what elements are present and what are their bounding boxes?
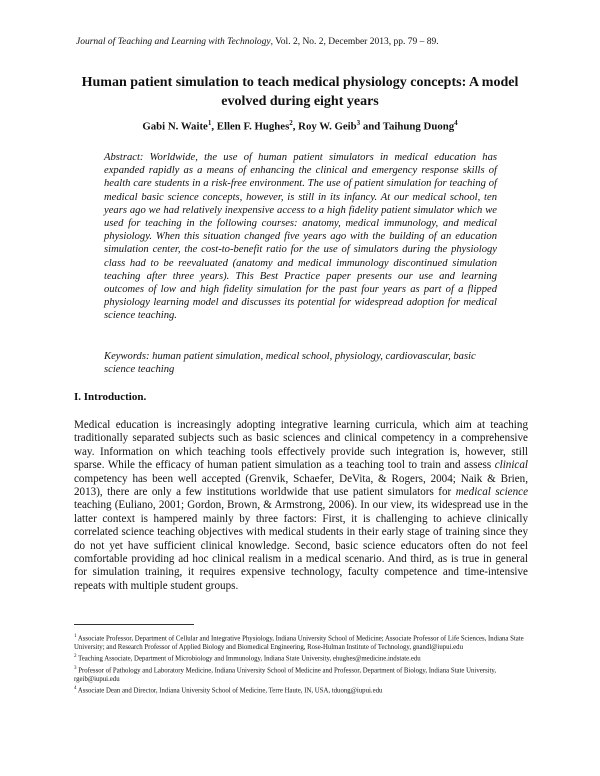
author-affiliation-marker: 4 xyxy=(454,119,458,127)
paper-title: Human patient simulation to teach medical physiology concepts: A model evolved during eight years xyxy=(81,75,519,109)
footnotes xyxy=(74,632,530,695)
footnote xyxy=(74,684,530,695)
section-heading: I. Introduction. xyxy=(74,391,147,403)
author-name: Taihung Duong xyxy=(382,120,455,133)
running-header xyxy=(76,37,439,47)
body-text-run: competency has been well accepted (Grenvik, Schaefer, DeVita, & Rogers, 2004; Naik & Brien, 2013), there are only a few institutions worldwide that use patient simulators for xyxy=(74,472,528,499)
keywords: Keywords: human patient simulation, medical school, physiology, cardiovascular, basic science teaching xyxy=(104,351,476,376)
author-name: Roy W. Geib xyxy=(298,120,357,133)
author-separator: and xyxy=(360,120,383,133)
author-affiliation-marker: 3 xyxy=(356,119,361,127)
author-list xyxy=(60,119,540,133)
journal-name: Journal of Teaching and Learning with Technology xyxy=(76,37,271,47)
footnote-number: 3 xyxy=(74,665,77,671)
abstract: Abstract: Worldwide, the use of human patient simulators in medical education has expanded rapidly as a means of enhancing the clinical and emergency response skills of health care students in a risk-free environment. The use of patient simulation for teaching of medical basic science concepts, however, is still in its infancy. At our medical school, ten years ago we had relatively inexpensive access to a high fidelity patient simulator which we used for teaching in the following courses: anatomy, medical immunology, and medical physiology. When this situation changed five years ago with the building of an education simulation center, the cost-to-benefit ratio for the use of simulators during the physiology class had to be reevaluated (anatomy and medical immunology discontinued simulation teaching after three years). This Best Practice paper presents our use and learning outcomes of low and high fidelity simulation for the past four years as part of a flipped physiology learning model and discusses its potential for widespread adoption for medical science teaching. xyxy=(104,152,497,322)
footnote-text: Teaching Associate, Department of Microbiology and Immunology, Indiana State University, ehughes@medicine.indstate.edu xyxy=(76,655,421,663)
footnote xyxy=(74,664,530,684)
author-name: Gabi N. Waite xyxy=(142,120,208,133)
author-separator: , xyxy=(292,120,299,133)
footnote-text: Professor of Pathology and Laboratory Medicine, Indiana University School of Medicine and Professor, Department of Biology, Indiana State University, rgeib@iupui.edu xyxy=(74,666,497,683)
introduction-paragraph xyxy=(74,419,528,593)
footnote-number: 1 xyxy=(74,634,77,639)
footnote xyxy=(74,632,530,652)
body-text-run: Medical education is increasingly adopting integrative learning curricula, which aim at teaching traditionally separated subjects such as basic sciences and clinical competency in a comprehensive way. Information on which teaching tools effectively provide such integration is, however, still sparse. While the efficacy of human patient simulation as a teaching tool to train and assess xyxy=(74,419,528,472)
author-name: Ellen F. Hughes xyxy=(216,120,290,133)
footnote-divider xyxy=(74,624,194,625)
footnote-text: Associate Dean and Director, Indiana University School of Medicine, Terre Haute, IN, USA, tduong@iupui.edu xyxy=(76,687,383,695)
citation: , Vol. 2, No. 2, December 2013, pp. 79 – 89. xyxy=(270,37,439,47)
footnote xyxy=(74,652,530,663)
author-separator: , xyxy=(211,120,217,133)
footnote-number: 4 xyxy=(74,685,77,691)
footnote-number: 2 xyxy=(74,654,77,660)
author-affiliation-marker: 2 xyxy=(289,119,293,127)
emphasis: medical science xyxy=(455,486,528,499)
emphasis: clinical xyxy=(494,459,528,472)
author-affiliation-marker: 1 xyxy=(207,119,212,127)
body-text-run: teaching (Euliano, 2001; Gordon, Brown, & Armstrong, 2006). In our view, its widespread use in the latter context is hampered mainly by three factors: First, it is challenging to achieve clinically correlated science teaching objectives with medical students in their early stage of training since they do not yet have sufficient clinical knowledge. Second, basic science educators often do not feel comfortable providing ad hoc clinical realism in a medical scenario. And third, as is true in general for simulation training, it requires expensive technology, faculty competence and time-intensive repeats with multiple student groups. xyxy=(74,499,528,592)
footnote-text: Associate Professor, Department of Cellular and Integrative Physiology, Indiana University School of Medicine; Associate Professor of Life Sciences, Indiana State University; and Research Professor of Applied Biology and Biomedical Engineering, Rose-Hulman Institute of Technology, gnandl@iupui.edu xyxy=(74,635,524,652)
